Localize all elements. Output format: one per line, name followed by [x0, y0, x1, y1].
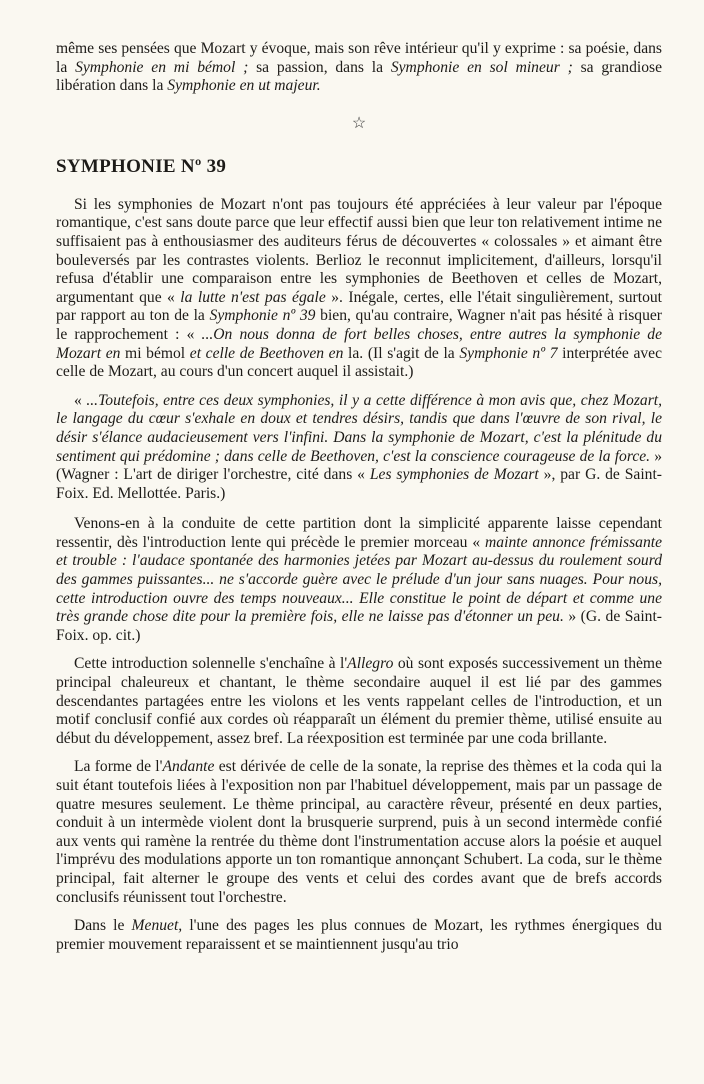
- italic-text: Symphonie en ut majeur.: [167, 77, 321, 95]
- italic-text: Allegro: [347, 655, 394, 673]
- para-menuet: Dans le Menuet, l'une des pages les plus connues de Mozart, les rythmes énergiques du premier mouvement reparaissent et se maintiennent jusqu'au trio: [56, 917, 662, 953]
- document-page: [56, 40, 662, 964]
- italic-text: la lutte n'est pas égale: [180, 288, 326, 306]
- italic-text: mainte annonce frémissante et trouble : l'audace spontanée des harmonies jetées par Mozart au-dessus du roulement sourd des gammes puissantes... ne s'accorde guère avec le prélude d'un jour sans nuages. Pour nous, cette introduction ouvre des temps nouveaux... Elle constitue le point de départ et comme une très grande chose dite pour la première fois, elle ne laisse pas d'étonner un peu.: [56, 533, 662, 626]
- para-andante: La forme de l'Andante est dérivée de celle de la sonate, la reprise des thèmes et la coda qui la suit étant toutefois liées à l'exposition non par l'habituel développement, mais par un passage de quatre mesures seulement. Le thème principal, au caractère rêveur, présenté en deux parties, conduit à un intermède violent dont la brusquerie surprend, puis à un second intermède confié aux vents qui ramène la rentrée du thème dont l'instrumentation accuse alors la poésie et auquel l'imprévu des modulations apporte un ton romantique annonçant Schubert. La coda, sur le thème principal, fait alterner le groupe des vents et celui des cordes avant que de brefs accords conclusifs réunissent tout l'orchestre.: [56, 758, 662, 906]
- italic-text: et celle de Beethoven en: [189, 344, 344, 362]
- italic-text: ...Toutefois, entre ces deux symphonies, il y a cette différence à mon avis que, chez Mozart, le langage du cœur s'exhale en doux et tendres désirs, tandis que dans l'œuvre de son rival, le désir s'élance audacieusement vers l'infini. Dans la symphonie de Mozart, c'est la plénitude du sentiment qui prédomine ; dans celle de Beethoven, c'est la conscience courageuse de la force.: [56, 391, 663, 465]
- star-separator-icon: ☆: [351, 114, 367, 132]
- italic-text: Symphonie nº 39: [209, 307, 316, 325]
- para-romantique: Si les symphonies de Mozart n'ont pas toujours été appréciées à leur valeur par l'époque romantique, c'est sans doute parce que leur effectif aussi bien que leur ton relativement intime ne suffisaient pas à enthousiasmer des auditeurs férus de découvertes « colossales » et aimant être bouleversés par les contrastes violents. Berlioz le reconnut implicitement, d'ailleurs, lorsqu'il refusa d'établir une comparaison entre les symphonies de Beethoven et celles de Mozart, argumentant que « la lutte n'est pas égale ». Inégale, certes, elle l'était singulièrement, surtout par rapport au ton de la Symphonie nº 39 bien, qu'au contraire, Wagner n'ait pas hésité à risquer le rapprochement : « ...On nous donna de fort belles choses, entre autres la symphonie de Mozart en mi bémol et celle de Beethoven en la. (Il s'agit de la Symphonie nº 7 interprétée avec celle de Mozart, au cours d'un concert auquel il assistait.): [56, 195, 663, 381]
- italic-text: Les symphonies de Mozart: [369, 466, 539, 484]
- intro-paragraph: même ses pensées que Mozart y évoque, mais son rêve intérieur qu'il y exprime : sa poésie, dans la Symphonie en mi bémol ; sa passion, dans la Symphonie en sol mineur ; sa grandiose libération dans la Symphonie en ut majeur.: [56, 40, 662, 95]
- para-wagner-quote: « ...Toutefois, entre ces deux symphonies, il y a cette différence à mon avis que, chez Mozart, le langage du cœur s'exhale en doux et tendres désirs, tandis que dans l'œuvre de son rival, le désir s'élance audacieusement vers l'infini. Dans la symphonie de Mozart, c'est la plénitude du sentiment qui prédomine ; dans celle de Beethoven, c'est la conscience courageuse de la force. » (Wagner : L'art de diriger l'orchestre, cité dans « Les symphonies de Mozart », par G. de Saint-Foix. Ed. Mellottée. Paris.): [56, 391, 663, 502]
- italic-text: Symphonie en mi bémol ;: [75, 58, 249, 76]
- body-text: [56, 196, 662, 955]
- italic-text: Andante: [162, 758, 215, 776]
- section-heading: SYMPHONIE Nº 39: [56, 155, 227, 177]
- italic-text: ...On nous donna de fort belles choses, entre autres la symphonie de Mozart en: [56, 325, 662, 362]
- para-allegro: Cette introduction solennelle s'enchaîne à l'Allegro où sont exposés successivement un thème principal chaleureux et chantant, le thème secondaire auquel il est lié par des gammes descendantes partagées entre les violons et les vents rappelant celles de l'introduction, et un motif conclusif confié aux cordes où réapparaît un élément du premier thème, utilisé ensuite au début du développement, assez bref. La réexposition est terminée par une coda brillante.: [56, 655, 662, 747]
- italic-text: Symphonie en sol mineur ;: [390, 58, 573, 76]
- italic-text: Menuet,: [131, 917, 183, 935]
- italic-text: Symphonie nº 7: [459, 344, 558, 362]
- para-conduite: Venons-en à la conduite de cette partition dont la simplicité apparente laisse cependant ressentir, dès l'introduction lente qui précède le premier morceau « mainte annonce frémissante et trouble : l'audace spontanée des harmonies jetées par Mozart au-dessus du roulement sourd des gammes puissantes... ne s'accorde guère avec le prélude d'un jour sans nuages. Pour nous, cette introduction ouvre des temps nouveaux... Elle constitue le point de départ et comme une très grande chose dite pour la première fois, elle ne laisse pas d'étonner un peu. » (G. de Saint-Foix. op. cit.): [56, 515, 662, 644]
